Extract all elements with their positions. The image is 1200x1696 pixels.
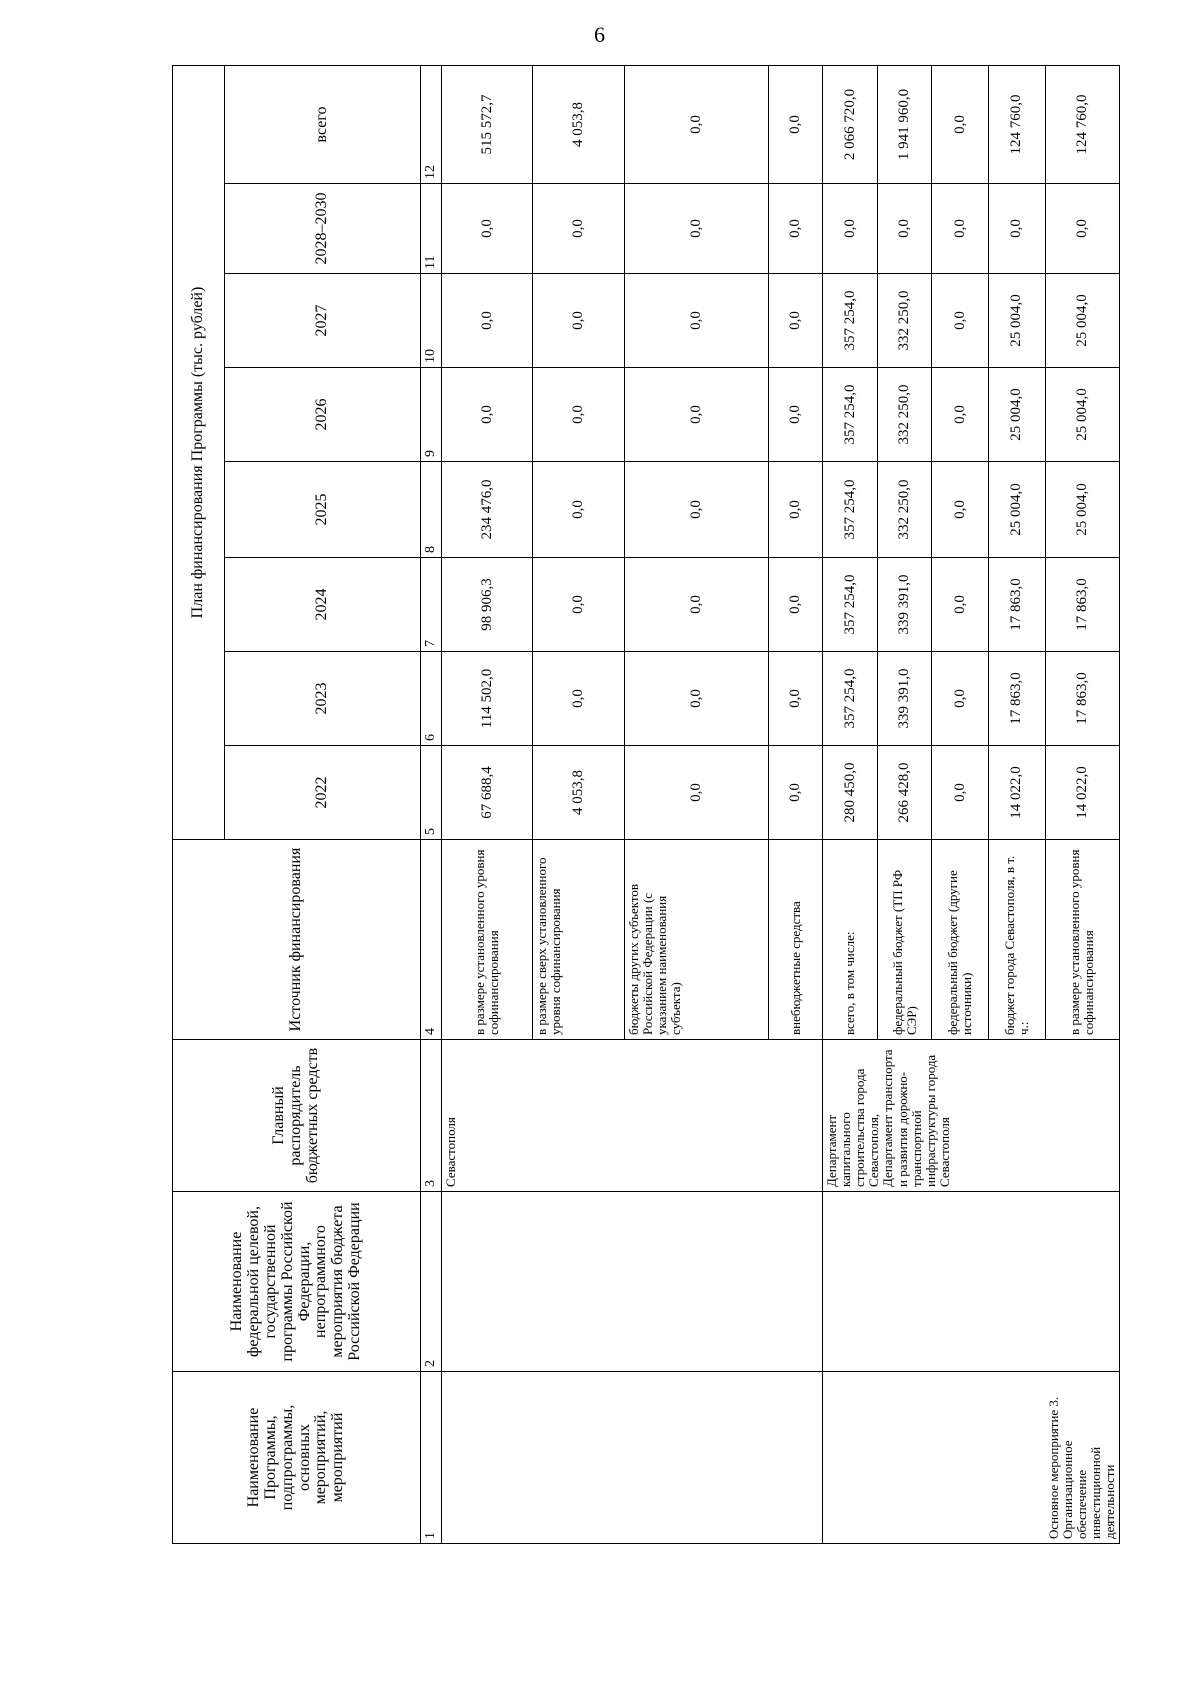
column-number: 8 xyxy=(421,462,442,558)
value-cell: 0,0 xyxy=(932,746,989,840)
total-cell: 0,0 xyxy=(768,65,823,183)
total-cell: 515 572,7 xyxy=(441,65,533,183)
program-name-cell: Основное мероприятие 3. Организационное обеспечение инвестиционной деятельности xyxy=(823,1372,1120,1544)
header-year: 2025 xyxy=(225,462,421,558)
value-cell: 332 250,0 xyxy=(877,274,932,368)
value-cell: 0,0 xyxy=(624,184,768,274)
value-cell: 0,0 xyxy=(768,746,823,840)
value-cell: 98 906,3 xyxy=(441,558,533,652)
value-cell: 17 863,0 xyxy=(1045,652,1119,746)
value-cell: 0,0 xyxy=(768,558,823,652)
value-cell: 0,0 xyxy=(1045,184,1119,274)
column-number: 5 xyxy=(421,746,442,840)
value-cell: 67 688,4 xyxy=(441,746,533,840)
column-number: 10 xyxy=(421,274,442,368)
funding-source-cell: бюджет города Севастополя, в т. ч.: xyxy=(989,840,1046,1040)
value-cell: 0,0 xyxy=(624,746,768,840)
total-cell: 0,0 xyxy=(932,65,989,183)
funding-source-cell: федеральный бюджет (другие источники) xyxy=(932,840,989,1040)
column-number: 11 xyxy=(421,184,442,274)
value-cell: 114 502,0 xyxy=(441,652,533,746)
total-cell: 4 053,8 xyxy=(533,65,625,183)
program-name-cell xyxy=(441,1372,823,1544)
value-cell: 339 391,0 xyxy=(877,558,932,652)
total-cell: 1 941 960,0 xyxy=(877,65,932,183)
value-cell: 332 250,0 xyxy=(877,368,932,462)
header-program-name: Наименование Программы, подпрограммы, основных мероприятий, мероприятий xyxy=(173,1372,421,1544)
column-number: 3 xyxy=(421,1040,442,1192)
value-cell: 0,0 xyxy=(441,274,533,368)
value-cell: 234 476,0 xyxy=(441,462,533,558)
header-year: 2022 xyxy=(225,746,421,840)
rotated-table-container xyxy=(172,66,1120,1544)
header-year: 2026 xyxy=(225,368,421,462)
value-cell: 25 004,0 xyxy=(989,368,1046,462)
value-cell: 0,0 xyxy=(932,462,989,558)
value-cell: 25 004,0 xyxy=(1045,274,1119,368)
financing-plan-table xyxy=(172,65,1120,1544)
value-cell: 0,0 xyxy=(441,368,533,462)
value-cell: 17 863,0 xyxy=(989,558,1046,652)
funding-source-cell: в размере установленного уровня софинансирования xyxy=(441,840,533,1040)
value-cell: 14 022,0 xyxy=(1045,746,1119,840)
funding-source-cell: всего, в том числе: xyxy=(823,840,878,1040)
header-total: всего xyxy=(225,65,421,183)
column-number: 7 xyxy=(421,558,442,652)
total-cell: 124 760,0 xyxy=(1045,65,1119,183)
federal-program-cell xyxy=(823,1192,1120,1372)
header-year: 2024 xyxy=(225,558,421,652)
value-cell: 4 053,8 xyxy=(533,746,625,840)
column-number: 9 xyxy=(421,368,442,462)
header-funding-source: Источник финансирования xyxy=(173,840,421,1040)
funding-source-cell: федеральный бюджет (ТП РФ СЭР) xyxy=(877,840,932,1040)
value-cell: 0,0 xyxy=(533,184,625,274)
value-cell: 266 428,0 xyxy=(877,746,932,840)
value-cell: 0,0 xyxy=(932,558,989,652)
header-financing-plan: План финансирования Программы (тыс. рублей) xyxy=(173,65,225,839)
federal-program-cell xyxy=(441,1192,823,1372)
value-cell: 339 391,0 xyxy=(877,652,932,746)
table-row xyxy=(441,65,533,1543)
value-cell: 0,0 xyxy=(624,558,768,652)
value-cell: 0,0 xyxy=(932,274,989,368)
header-year: 2023 xyxy=(225,652,421,746)
budget-manager-cell: Севастополя xyxy=(441,1040,823,1192)
column-number: 2 xyxy=(421,1192,442,1372)
value-cell: 14 022,0 xyxy=(989,746,1046,840)
value-cell: 0,0 xyxy=(768,274,823,368)
total-cell: 2 066 720,0 xyxy=(823,65,878,183)
header-year: 2027 xyxy=(225,274,421,368)
value-cell: 0,0 xyxy=(441,184,533,274)
value-cell: 0,0 xyxy=(932,652,989,746)
value-cell: 25 004,0 xyxy=(1045,368,1119,462)
value-cell: 0,0 xyxy=(624,368,768,462)
value-cell: 357 254,0 xyxy=(823,274,878,368)
value-cell: 0,0 xyxy=(624,652,768,746)
value-cell: 0,0 xyxy=(624,274,768,368)
value-cell: 280 450,0 xyxy=(823,746,878,840)
funding-source-cell: в размере установленного уровня софинансирования xyxy=(1045,840,1119,1040)
total-cell: 124 760,0 xyxy=(989,65,1046,183)
value-cell: 0,0 xyxy=(768,652,823,746)
column-number: 6 xyxy=(421,652,442,746)
table-row xyxy=(823,65,878,1543)
column-number: 12 xyxy=(421,65,442,183)
value-cell: 0,0 xyxy=(768,184,823,274)
page-number: 6 xyxy=(594,22,605,47)
header-budget-manager: Главный распорядитель бюджетных средств xyxy=(173,1040,421,1192)
value-cell: 0,0 xyxy=(533,462,625,558)
value-cell: 0,0 xyxy=(768,368,823,462)
funding-source-cell: бюджеты других субъектов Российской Федерации (с указанием наименования субъекта) xyxy=(624,840,768,1040)
value-cell: 357 254,0 xyxy=(823,652,878,746)
value-cell: 17 863,0 xyxy=(1045,558,1119,652)
value-cell: 25 004,0 xyxy=(989,462,1046,558)
value-cell: 357 254,0 xyxy=(823,368,878,462)
value-cell: 0,0 xyxy=(533,558,625,652)
column-number: 4 xyxy=(421,840,442,1040)
value-cell: 0,0 xyxy=(989,184,1046,274)
value-cell: 0,0 xyxy=(768,462,823,558)
total-cell: 0,0 xyxy=(624,65,768,183)
value-cell: 0,0 xyxy=(533,274,625,368)
value-cell: 357 254,0 xyxy=(823,558,878,652)
value-cell: 17 863,0 xyxy=(989,652,1046,746)
value-cell: 25 004,0 xyxy=(1045,462,1119,558)
funding-source-cell: внебюджетные средства xyxy=(768,840,823,1040)
value-cell: 0,0 xyxy=(932,368,989,462)
value-cell: 332 250,0 xyxy=(877,462,932,558)
budget-manager-cell: Департамент капитального строительства города Севастополя, Департамент транспорта и развития дорожно-транспортной инфраструктуры города Севастополя xyxy=(823,1040,1120,1192)
header-federal-program: Наименование федеральной целевой, государственной программы Российской Федерации, непрограммного мероприятия бюджета Российской Федерации xyxy=(173,1192,421,1372)
value-cell: 0,0 xyxy=(624,462,768,558)
funding-source-cell: в размере сверх установленного уровня софинансирования xyxy=(533,840,625,1040)
column-number: 1 xyxy=(421,1372,442,1544)
header-year: 2028–2030 xyxy=(225,184,421,274)
value-cell: 0,0 xyxy=(823,184,878,274)
value-cell: 357 254,0 xyxy=(823,462,878,558)
column-numbers-row xyxy=(421,65,442,1543)
value-cell: 0,0 xyxy=(932,184,989,274)
value-cell: 0,0 xyxy=(877,184,932,274)
value-cell: 0,0 xyxy=(533,368,625,462)
value-cell: 25 004,0 xyxy=(989,274,1046,368)
value-cell: 0,0 xyxy=(533,652,625,746)
